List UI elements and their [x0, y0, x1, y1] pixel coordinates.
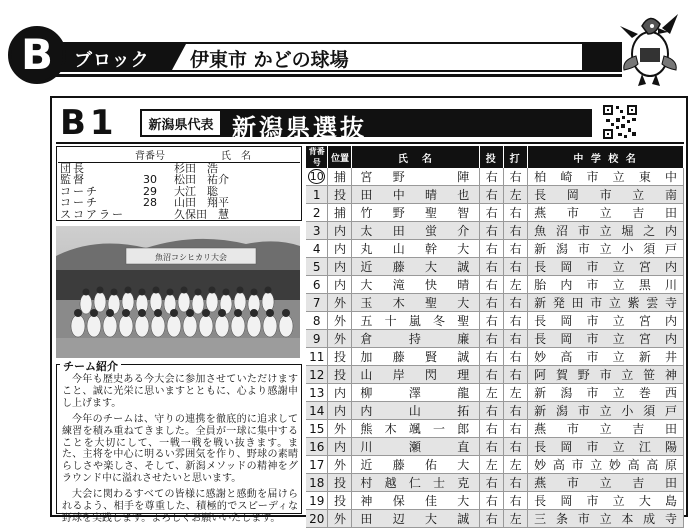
staff-row — [58, 197, 300, 209]
player-position: 投 — [328, 474, 352, 492]
player-number: 12 — [306, 366, 328, 384]
staff-number: 29 — [143, 184, 157, 198]
staff-role: スコアラー — [60, 207, 125, 221]
player-number: 16 — [306, 438, 328, 456]
player-throw: 右 — [480, 168, 504, 186]
staff-number: 28 — [143, 196, 157, 210]
player-throw: 右 — [480, 474, 504, 492]
roster-row — [306, 366, 684, 384]
player-position: 外 — [328, 330, 352, 348]
roster-row — [306, 348, 684, 366]
player-position: 内 — [328, 222, 352, 240]
roster-header-name: 氏 名 — [352, 146, 480, 168]
representative-badge: 新潟県代表 — [140, 109, 222, 137]
player-number: 6 — [306, 276, 328, 294]
player-position: 内 — [328, 402, 352, 420]
player-number: 8 — [306, 312, 328, 330]
bird-mascot-icon — [612, 8, 684, 88]
player-school: 胎内市立黒川 — [528, 276, 684, 294]
intro-paragraph: 今年も歴史ある今大会に参加させていただけますこと、誠に光栄に思いますとともに、心より感謝申し上げます。 — [62, 374, 298, 409]
player-school: 妙高市立新井 — [528, 348, 684, 366]
player-bat: 右 — [504, 474, 528, 492]
player-school: 新発田市立紫雲寺 — [528, 294, 684, 312]
player-school: 新潟市立巻西 — [528, 384, 684, 402]
player-bat: 右 — [504, 222, 528, 240]
player-bat: 右 — [504, 312, 528, 330]
player-name: 加藤賢誠 — [352, 348, 480, 366]
player-bat: 右 — [504, 240, 528, 258]
player-name: 山岸閃理 — [352, 366, 480, 384]
qr-code-icon[interactable] — [602, 104, 638, 140]
player-school: 長岡市立宮内 — [528, 312, 684, 330]
player-school: 新潟市立小須戸 — [528, 240, 684, 258]
player-school: 燕市立吉田 — [528, 420, 684, 438]
player-bat: 右 — [504, 366, 528, 384]
player-name: 川瀬直 — [352, 438, 480, 456]
staff-header-role — [58, 147, 128, 163]
roster-row — [306, 240, 684, 258]
player-number: 18 — [306, 474, 328, 492]
roster-row — [306, 258, 684, 276]
staff-role: 団長 — [60, 162, 86, 175]
player-throw: 右 — [480, 402, 504, 420]
player-bat: 右 — [504, 294, 528, 312]
intro-paragraph: 大会に関わるすべての皆様に感謝と感動を届けられるよう、相手を尊重した、積極的でスピーディな野球を実践します。よろしくお願いいたします。 — [62, 489, 298, 524]
player-number: 7 — [306, 294, 328, 312]
player-position: 投 — [328, 492, 352, 510]
player-throw: 右 — [480, 294, 504, 312]
roster-table — [306, 146, 684, 528]
block-letter-badge — [8, 26, 66, 84]
player-name: 近藤佑大 — [352, 456, 480, 474]
staff-name: 久保田 慧 — [174, 207, 229, 221]
staff-name: 大江 聡 — [174, 184, 218, 198]
player-name: 近藤大誠 — [352, 258, 480, 276]
player-school: 阿賀野市立笹神 — [528, 366, 684, 384]
staff-name: 山田 翔平 — [174, 196, 229, 210]
player-position: 投 — [328, 366, 352, 384]
player-bat: 右 — [504, 420, 528, 438]
player-number: 9 — [306, 330, 328, 348]
player-school: 長岡市立江陽 — [528, 438, 684, 456]
player-number: 13 — [306, 384, 328, 402]
staff-row — [58, 174, 300, 186]
roster-row — [306, 186, 684, 204]
player-position: 捕 — [328, 204, 352, 222]
player-position: 内 — [328, 384, 352, 402]
player-number: 14 — [306, 402, 328, 420]
roster-header-number: 背番号 — [306, 146, 328, 168]
player-position: 内 — [328, 258, 352, 276]
team-intro-label: チーム紹介 — [60, 358, 121, 374]
team-code: B1 — [60, 103, 118, 143]
player-throw: 右 — [480, 258, 504, 276]
player-position: 内 — [328, 276, 352, 294]
roster-row — [306, 420, 684, 438]
player-position: 投 — [328, 186, 352, 204]
player-name: 村越仁士克 — [352, 474, 480, 492]
player-name: 内山拓 — [352, 402, 480, 420]
roster-header-row — [306, 146, 684, 168]
block-header — [0, 0, 690, 92]
player-school: 魚沼市立堀之内 — [528, 222, 684, 240]
staff-number: 30 — [143, 173, 157, 187]
roster-row — [306, 294, 684, 312]
player-throw: 右 — [480, 276, 504, 294]
player-bat: 右 — [504, 258, 528, 276]
roster-row — [306, 474, 684, 492]
player-name: 竹野聖智 — [352, 204, 480, 222]
player-throw: 右 — [480, 438, 504, 456]
player-name: 倉持廉 — [352, 330, 480, 348]
player-school: 長岡市立大島 — [528, 492, 684, 510]
intro-paragraph: 今年のチームは、守りの連携を徹底的に追求して練習を積み重ねてきました。全員が一球に集中することを大切にして、一戦一戦を戦い抜きます。また、主将を中心に明るい雰囲気を作り、野球の素晴らしさや楽しさ、そして、新潟メソッドの精神をグラウンド中に溢れさせたいと思います。 — [62, 413, 298, 485]
roster-row — [306, 456, 684, 474]
staff-header-row — [58, 147, 300, 163]
player-bat: 右 — [504, 402, 528, 420]
roster-header-position: 位置 — [328, 146, 352, 168]
player-bat: 右 — [504, 492, 528, 510]
player-position: 外 — [328, 312, 352, 330]
player-throw: 左 — [480, 384, 504, 402]
player-position: 投 — [328, 348, 352, 366]
player-name: 丸山幹大 — [352, 240, 480, 258]
player-number: 1 — [306, 186, 328, 204]
photo-banner: 魚沼コシヒカリ大会 — [155, 253, 227, 262]
roster-header-bat: 打 — [504, 146, 528, 168]
staff-header-number: 背番号 — [128, 147, 172, 163]
player-name: 玉木聖大 — [352, 294, 480, 312]
player-name: 大滝快晴 — [352, 276, 480, 294]
player-position: 内 — [328, 240, 352, 258]
staff-number — [128, 209, 172, 221]
player-bat: 右 — [504, 438, 528, 456]
player-school: 長岡市立宮内 — [528, 330, 684, 348]
player-school: 長岡市立南 — [528, 186, 684, 204]
player-throw: 右 — [480, 222, 504, 240]
player-number: 19 — [306, 492, 328, 510]
player-throw: 右 — [480, 348, 504, 366]
staff-role: 監督 — [60, 173, 86, 187]
team-intro-text — [62, 374, 298, 529]
player-bat: 左 — [504, 186, 528, 204]
player-throw: 右 — [480, 510, 504, 528]
roster-row — [306, 438, 684, 456]
player-number: 3 — [306, 222, 328, 240]
player-name: 太田蛍介 — [352, 222, 480, 240]
player-school: 新潟市立小須戸 — [528, 402, 684, 420]
player-bat: 右 — [504, 348, 528, 366]
roster-row — [306, 204, 684, 222]
team-name: 新潟県選抜 — [232, 114, 367, 142]
player-bat: 右 — [504, 204, 528, 222]
venue-name: 伊東市 かどの球場 — [190, 49, 349, 71]
player-position: 捕 — [328, 168, 352, 186]
player-position: 外 — [328, 294, 352, 312]
player-name: 熊木颯一郎 — [352, 420, 480, 438]
roster-row — [306, 384, 684, 402]
player-number: 4 — [306, 240, 328, 258]
player-bat: 左 — [504, 384, 528, 402]
header-rule — [22, 74, 622, 77]
player-number: 15 — [306, 420, 328, 438]
player-name: 五十嵐冬聖 — [352, 312, 480, 330]
player-position: 外 — [328, 456, 352, 474]
roster-row — [306, 312, 684, 330]
player-name: 田辺大誠 — [352, 510, 480, 528]
roster-header-school: 中 学 校 名 — [528, 146, 684, 168]
staff-role: コーチ — [60, 184, 99, 198]
player-throw: 左 — [480, 456, 504, 474]
player-bat: 左 — [504, 276, 528, 294]
player-throw: 右 — [480, 186, 504, 204]
player-name: 柳澤龍 — [352, 384, 480, 402]
player-school: 長岡市立宮内 — [528, 258, 684, 276]
staff-row — [58, 209, 300, 221]
player-name: 田中晴也 — [352, 186, 480, 204]
player-school: 妙高市立妙高高原 — [528, 456, 684, 474]
staff-name: 杉田 浩 — [174, 162, 218, 175]
roster-body — [306, 168, 684, 528]
player-number: 11 — [306, 348, 328, 366]
roster-row — [306, 510, 684, 528]
roster-row — [306, 222, 684, 240]
player-throw: 右 — [480, 366, 504, 384]
player-bat: 左 — [504, 510, 528, 528]
staff-table — [58, 147, 300, 220]
player-position: 内 — [328, 438, 352, 456]
staff-role: コーチ — [60, 196, 99, 210]
player-number — [306, 168, 328, 186]
player-number: 5 — [306, 258, 328, 276]
player-throw: 右 — [480, 420, 504, 438]
player-throw: 右 — [480, 312, 504, 330]
player-bat: 左 — [504, 456, 528, 474]
player-name: 神保佳大 — [352, 492, 480, 510]
player-throw: 右 — [480, 330, 504, 348]
block-label: ブロック — [74, 50, 150, 71]
player-number: 17 — [306, 456, 328, 474]
staff-header-name: 氏 名 — [172, 147, 300, 163]
team-photo — [56, 226, 300, 358]
player-school: 柏崎市立東中 — [528, 168, 684, 186]
roster-header-throw: 投 — [480, 146, 504, 168]
player-school: 三条市立本成寺 — [528, 510, 684, 528]
player-school: 燕市立吉田 — [528, 204, 684, 222]
player-school: 燕市立吉田 — [528, 474, 684, 492]
player-throw: 右 — [480, 204, 504, 222]
player-number: 20 — [306, 510, 328, 528]
roster-row — [306, 330, 684, 348]
player-throw: 右 — [480, 492, 504, 510]
player-name: 宮野 陣 — [352, 168, 480, 186]
player-position: 外 — [328, 510, 352, 528]
player-throw: 右 — [480, 240, 504, 258]
player-bat: 右 — [504, 330, 528, 348]
block-letter: B — [20, 30, 53, 79]
roster-row — [306, 492, 684, 510]
player-position: 外 — [328, 420, 352, 438]
roster-row — [306, 168, 684, 186]
roster-row — [306, 276, 684, 294]
staff-name: 松田 祐介 — [174, 173, 229, 187]
captain-number-badge: 10 — [309, 170, 324, 183]
player-bat: 右 — [504, 168, 528, 186]
player-number: 2 — [306, 204, 328, 222]
roster-row — [306, 402, 684, 420]
